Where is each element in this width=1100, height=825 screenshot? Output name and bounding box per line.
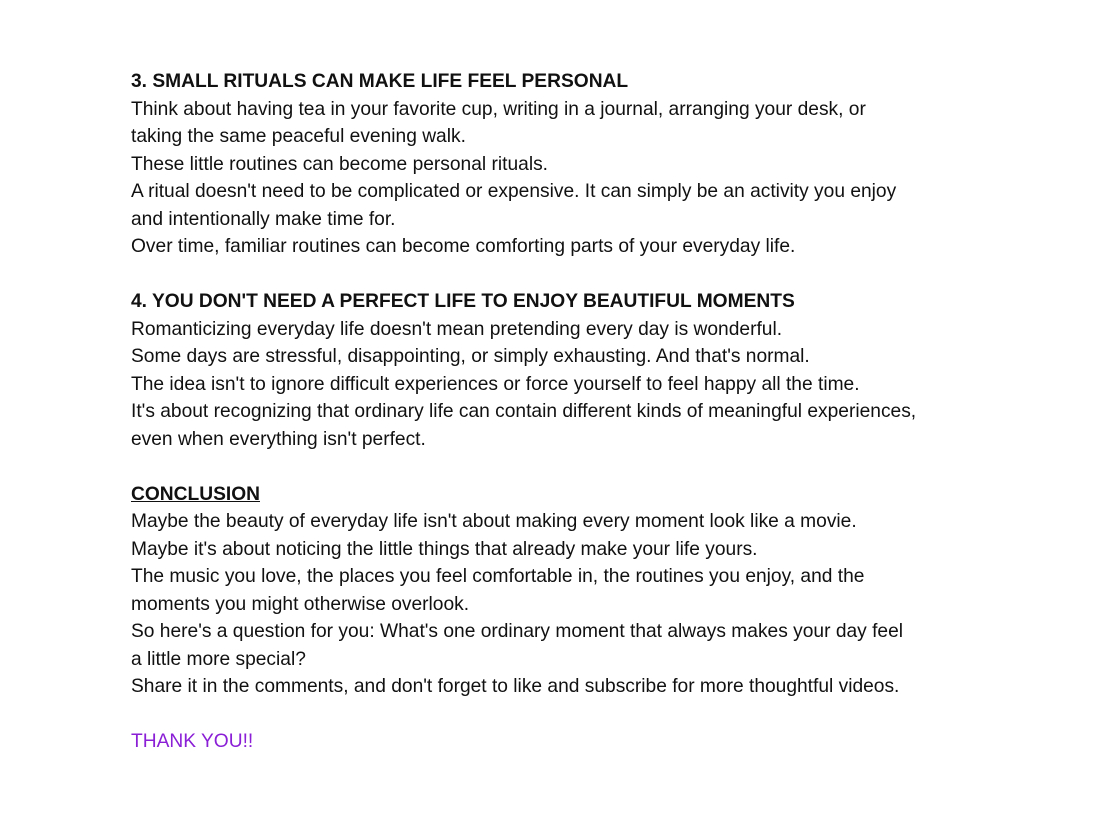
section-3-line: Over time, familiar routines can become comforting parts of your everyday life.	[131, 236, 796, 257]
conclusion-line: The music you love, the places you feel comfortable in, the routines you enjoy, and the	[131, 566, 865, 587]
section-4	[131, 288, 1031, 453]
conclusion-section	[131, 481, 1031, 701]
section-4-line: even when everything isn't perfect.	[131, 428, 426, 450]
paragraph-spacer	[131, 453, 1031, 481]
section-3-line: and intentionally make time for.	[131, 208, 396, 230]
section-3	[131, 68, 1031, 261]
conclusion-line: Maybe the beauty of everyday life isn't about making every moment look like a movie.	[131, 511, 857, 532]
paragraph-spacer	[131, 701, 1031, 729]
conclusion-line: a little more special?	[131, 648, 306, 670]
section-4-line: It's about recognizing that ordinary life can contain different kinds of meaningful experiences,	[131, 401, 917, 422]
conclusion-heading: CONCLUSION	[131, 483, 260, 505]
section-3-line: Think about having tea in your favorite cup, writing in a journal, arranging your desk, or	[131, 98, 866, 120]
conclusion-line: So here's a question for you: What's one ordinary moment that always makes your day feel	[131, 621, 904, 642]
section-3-line: taking the same peaceful evening walk.	[131, 126, 466, 147]
document-page	[131, 68, 1031, 756]
section-3-line: A ritual doesn't need to be complicated or expensive. It can simply be an activity you enjoy	[131, 181, 897, 202]
section-4-line: The idea isn't to ignore difficult experiences or force yourself to feel happy all the time.	[131, 373, 860, 395]
section-3-line: These little routines can become personal rituals.	[131, 153, 549, 175]
section-4-line: Romanticizing everyday life doesn't mean pretending every day is wonderful.	[131, 318, 783, 340]
thank-you-text: THANK YOU!!	[131, 731, 254, 752]
conclusion-line: moments you might otherwise overlook.	[131, 593, 470, 615]
conclusion-line: Maybe it's about noticing the little things that already make your life yours.	[131, 538, 758, 560]
conclusion-line: Share it in the comments, and don't forget to like and subscribe for more thoughtful videos.	[131, 676, 900, 697]
section-3-heading: 3. SMALL RITUALS CAN MAKE LIFE FEEL PERSONAL	[131, 71, 629, 92]
section-4-line: Some days are stressful, disappointing, or simply exhausting. And that's normal.	[131, 346, 810, 367]
section-4-heading: 4. YOU DON'T NEED A PERFECT LIFE TO ENJOY BEAUTIFUL MOMENTS	[131, 291, 795, 312]
paragraph-spacer	[131, 261, 1031, 289]
